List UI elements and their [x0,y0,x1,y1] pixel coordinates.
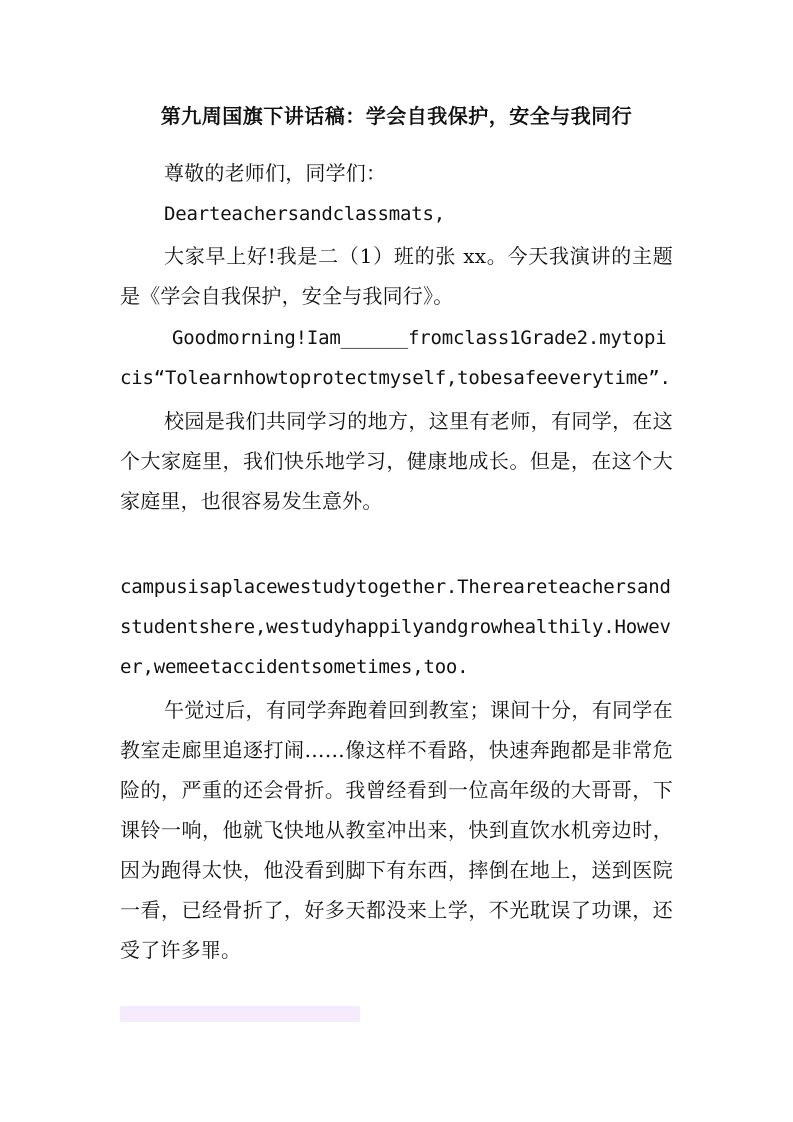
campus-paragraph-en: campusisaplacewestudytogether.Thereareteachersandstudentshere,westudyhappilyandgrowhealthily.However,wemeetaccidentsometimes,too. [120,576,671,678]
faded-watermark-strip [120,1006,360,1022]
campus-paragraph-zh: 校园是我们共同学习的地方，这里有老师，有同学，在这个大家庭里，我们快乐地学习，健康地成长。但是，在这个大家庭里，也很容易发生意外。 [120,409,673,513]
document-title: 第九周国旗下讲话稿：学会自我保护，安全与我同行 [160,104,633,128]
greeting-en: Dearteachersandclassmats, [164,203,445,225]
greeting-zh: 尊敬的老师们，同学们： [164,161,387,185]
story-paragraph-zh: 午觉过后，有同学奔跑着回到教室；课间十分，有同学在教室走廊里追逐打闹……像这样不看路，快速奔跑都是非常危险的，严重的还会骨折。我曾经看到一位高年级的大哥哥，下课铃一响，他就飞快地从教室冲出来，快到直饮水机旁边时，因为跑得太快，他没看到脚下有东西，摔倒在地上，送到医院一看，已经骨折了，好多天都没来上学，不光耽误了功课，还受了许多罪。 [120,698,673,962]
intro-paragraph-en: Goodmorning!Iam______fromclass1Grade2.mytopicis“Tolearnhowtoprotectmyself,tobesafeeverytime”. [120,327,671,389]
intro-paragraph-zh: 大家早上好!我是二（1）班的张 xx。今天我演讲的主题是《学会自我保护，安全与我同行》。 [120,244,673,308]
